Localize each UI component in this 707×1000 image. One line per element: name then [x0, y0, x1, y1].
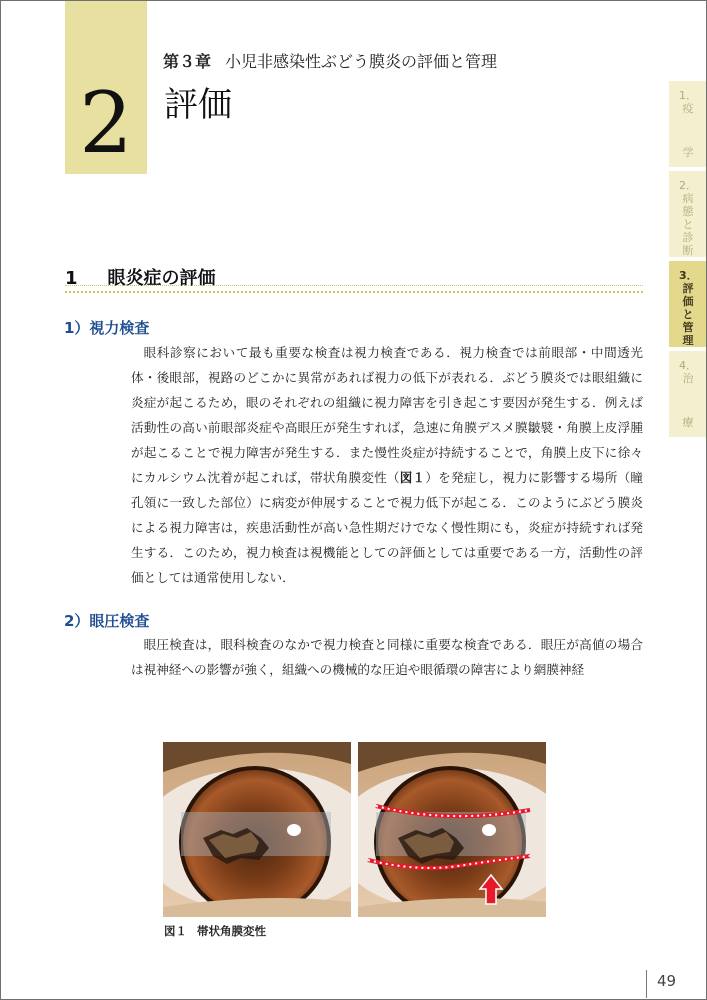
figure-caption — [164, 923, 266, 939]
figure-caption-text: 帯状角膜変性 — [197, 924, 266, 938]
chapter-number-block — [65, 1, 147, 174]
folio-divider — [646, 970, 647, 998]
section-divider — [65, 285, 643, 293]
page-number: 49 — [657, 972, 677, 990]
side-tab-label: 3．評価と管理 — [679, 269, 698, 347]
chapter-header — [163, 49, 497, 72]
section-title: 眼炎症の評価 — [107, 268, 216, 289]
side-tab-treatment[interactable] — [669, 351, 707, 437]
side-tab-epidemiology[interactable] — [669, 81, 707, 167]
side-tab-label: 4．治 療 — [679, 359, 697, 429]
side-tab-pathology[interactable] — [669, 171, 707, 257]
page-title: 評価 — [164, 85, 232, 125]
chapter-label: 第３章 — [163, 52, 212, 71]
body-paragraph-visual-acuity: 眼科診察において最も重要な検査は視力検査である．視力検査では前眼部・中間透光体・後眼部，視路のどこかに異常があれば視力の低下が表れる．ぶどう膜炎では眼組織に炎症が起こるため，眼のそれぞれの組織に視力障害を引き起こす要因が発生する．例えば活動性の高い前眼部炎症や高眼圧が発生すれば，急速に角膜デスメ膜皺襞・角膜上皮浮腫が起こることで視力障害が発生する．また慢性炎症が持続することで，角膜上皮下に徐々にカルシウム沈着が起これば，帯状角膜変性（図１）を発症し，視力に影響する場所（瞳孔領に一致した部位）に病変が伸展することで視力低下が起こる．このようにぶどう膜炎による視力障害は，疾患活動性が高い急性期だけでなく慢性期にも，炎症が持続すれば発生する．このため，視力検査は視機能としての評価としては重要である一方，活動性の評価としては通常使用しない． — [131, 345, 644, 585]
figure-number: 図１ — [164, 924, 187, 938]
chapter-title: 小児非感染性ぶどう膜炎の評価と管理 — [225, 52, 498, 71]
eye-photo-annotated — [358, 742, 546, 917]
side-tab-index — [669, 81, 707, 441]
side-tab-label: 1．疫 学 — [679, 89, 697, 159]
subsection-heading-visual-acuity: 1）視力検査 — [64, 319, 150, 337]
figure-reference[interactable]: 図１ — [399, 470, 426, 485]
chapter-number: 2 — [79, 74, 133, 172]
body-paragraph-iop: 眼圧検査は，眼科検査のなかで視力検査と同様に重要な検査である．眼圧が高値の場合は視神経への影響が強く，組織への機械的な圧迫や眼循環の障害により網膜神経 — [131, 637, 643, 677]
side-tab-label: 2．病態と診断 — [679, 179, 697, 257]
subsection-heading-iop: 2）眼圧検査 — [64, 612, 150, 630]
section-number: 1 — [65, 268, 78, 289]
eye-photo-original — [163, 742, 351, 917]
side-tab-evaluation[interactable] — [669, 261, 707, 347]
